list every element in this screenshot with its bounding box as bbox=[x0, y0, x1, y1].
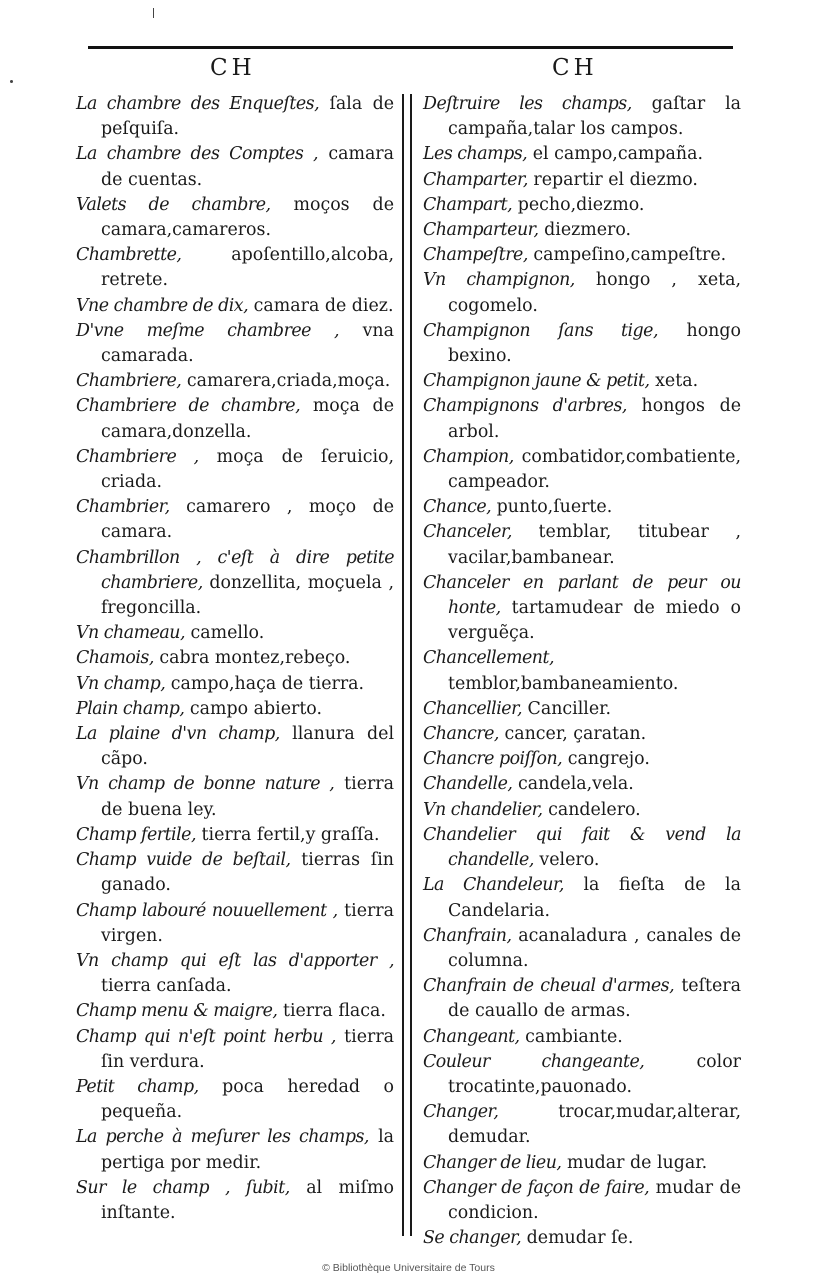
entry-headword: Vn chandelier, bbox=[423, 799, 543, 820]
dictionary-entry bbox=[423, 369, 741, 394]
entry-translation: cabra montez,rebeço. bbox=[159, 648, 351, 669]
dictionary-entry bbox=[76, 722, 394, 772]
entry-headword: Champignon jaune & petit, bbox=[423, 371, 650, 392]
entry-translation: camara de cuentas. bbox=[101, 144, 394, 190]
entry-translation: color trocatinte,pauonado. bbox=[448, 1051, 741, 1097]
entry-translation: diezmero. bbox=[544, 220, 632, 241]
entry-headword: Changeant, bbox=[423, 1026, 520, 1047]
entry-translation: hongos de arbol. bbox=[448, 396, 741, 442]
entry-headword: Petit champ, bbox=[76, 1076, 199, 1097]
entry-headword: Chambrier, bbox=[76, 497, 170, 518]
entry-translation: camara de diez. bbox=[253, 295, 394, 316]
dictionary-entry bbox=[76, 394, 394, 444]
dictionary-entry bbox=[76, 495, 394, 545]
entry-translation: candelero. bbox=[548, 799, 641, 820]
entry-headword: La chambre des Enqueſtes, bbox=[76, 94, 320, 114]
running-head-right: CH bbox=[552, 55, 598, 81]
dictionary-entry bbox=[423, 873, 741, 923]
entry-headword: Champeſtre, bbox=[423, 245, 528, 266]
entry-headword: Champignons d'arbres, bbox=[423, 396, 627, 417]
entry-translation: tierras ſin ganado. bbox=[101, 850, 395, 896]
dictionary-entry bbox=[423, 142, 741, 167]
dictionary-entry bbox=[423, 697, 741, 722]
dictionary-entry bbox=[423, 495, 741, 520]
entry-translation: moços de camara,camareros. bbox=[101, 194, 394, 241]
dictionary-entry bbox=[76, 319, 394, 369]
entry-translation: candela,vela. bbox=[517, 774, 634, 795]
entry-headword: Chancellier, bbox=[423, 698, 523, 719]
entry-translation: pecho,diezmo. bbox=[517, 194, 645, 215]
dictionary-entry bbox=[76, 142, 394, 192]
dictionary-entry bbox=[423, 722, 741, 747]
entry-translation: campeſino,campeſtre. bbox=[533, 245, 727, 266]
entry-headword: Vne chambre de dix, bbox=[76, 295, 249, 316]
dictionary-entry bbox=[423, 92, 741, 142]
dictionary-entry bbox=[423, 772, 741, 797]
dictionary-entry bbox=[423, 445, 741, 495]
ink-dot bbox=[10, 80, 13, 83]
dictionary-entry bbox=[423, 1151, 741, 1176]
dictionary-entry bbox=[76, 848, 394, 898]
dictionary-entry bbox=[76, 546, 394, 622]
entry-translation: tierra fertil,y graſſa. bbox=[201, 824, 380, 845]
dictionary-entry bbox=[76, 1176, 394, 1226]
dictionary-entry bbox=[423, 218, 741, 243]
entry-translation: repartir el diezmo. bbox=[533, 169, 698, 190]
entry-headword: Se changer, bbox=[423, 1228, 522, 1249]
dictionary-entry bbox=[76, 772, 394, 822]
entry-headword: Champ vuide de beſtail, bbox=[76, 850, 291, 871]
dictionary-entry bbox=[423, 747, 741, 772]
entry-headword: Champion, bbox=[423, 446, 514, 467]
entry-translation: tartamudear de miedo o verguẽça. bbox=[448, 598, 742, 644]
entry-headword: Deſtruire les champs, bbox=[423, 94, 632, 114]
entry-headword: Chambrillon , c'eſt à dire petite chambriere, bbox=[76, 547, 394, 593]
entry-translation: cambiante. bbox=[525, 1026, 623, 1047]
entry-headword: Les champs, bbox=[423, 144, 528, 165]
dictionary-entry bbox=[76, 243, 394, 293]
entry-translation: campo abierto. bbox=[189, 698, 322, 719]
entry-translation: moça de ſeruicio, criada. bbox=[101, 446, 395, 493]
entry-translation: Canciller. bbox=[527, 698, 612, 719]
entry-headword: Plain champ, bbox=[76, 698, 185, 719]
entry-headword: Chambriere de chambre, bbox=[76, 396, 301, 417]
entry-translation: al miſmo inſtante. bbox=[101, 1177, 394, 1223]
dictionary-entry bbox=[423, 1176, 741, 1226]
entry-headword: Chanfrain, bbox=[423, 925, 512, 946]
entry-headword: Chancre poiſſon, bbox=[423, 749, 563, 770]
entry-headword: Champarteur, bbox=[423, 220, 539, 241]
entry-headword: Sur le champ , ſubit, bbox=[76, 1177, 290, 1198]
entry-translation: tierra canſada. bbox=[101, 976, 232, 997]
column-divider-inner bbox=[410, 94, 412, 1236]
entry-translation: la pertiga por medir. bbox=[101, 1127, 394, 1173]
entry-translation: cangrejo. bbox=[567, 749, 650, 770]
entry-headword: Changer de lieu, bbox=[423, 1152, 562, 1173]
entry-translation: camarera,criada,moça. bbox=[186, 371, 391, 392]
entry-headword: Vn champ qui eſt las d'apporter , bbox=[76, 950, 394, 971]
dictionary-entry bbox=[76, 369, 394, 394]
entry-headword: Chamois, bbox=[76, 648, 154, 669]
dictionary-entry bbox=[76, 621, 394, 646]
entry-translation: moça de camara,donzella. bbox=[101, 396, 394, 442]
entry-translation: acanaladura , canales de columna. bbox=[448, 925, 741, 971]
entry-translation: temblar, titubear , vacilar,bambanear. bbox=[448, 522, 741, 568]
entry-headword: Champ labouré nouuellement , bbox=[76, 900, 338, 921]
dictionary-entry bbox=[423, 924, 741, 974]
entry-translation: mudar de condicion. bbox=[448, 1177, 741, 1223]
entry-translation: campo,haça de tierra. bbox=[170, 673, 365, 694]
dictionary-entry bbox=[423, 193, 741, 218]
dictionary-entry bbox=[423, 520, 741, 570]
entry-headword: Champarter, bbox=[423, 169, 528, 190]
entry-headword: La chambre des Comptes , bbox=[76, 144, 319, 165]
entry-headword: Chancellement, bbox=[423, 648, 555, 669]
entry-translation: temblor,bambaneamiento. bbox=[448, 673, 679, 694]
entry-translation: hongo , xeta, cogomelo. bbox=[448, 270, 742, 316]
entry-headword: Valets de chambre, bbox=[76, 194, 271, 215]
entry-headword: Chambriere, bbox=[76, 371, 182, 392]
entry-translation: ſala de peſquiſa. bbox=[101, 94, 395, 140]
entry-headword: Chambrette, bbox=[76, 245, 182, 266]
dictionary-entry bbox=[76, 672, 394, 697]
entry-translation: trocar,mudar,alterar, demudar. bbox=[448, 1102, 741, 1148]
entry-translation: xeta. bbox=[655, 371, 699, 392]
dictionary-entry bbox=[423, 646, 741, 696]
entry-headword: Chandelier qui fait & vend la chandelle, bbox=[423, 824, 741, 871]
footer-copyright: © Bibliothèque Universitaire de Tours bbox=[322, 1262, 495, 1274]
entry-translation: camarero , moço de camara. bbox=[101, 497, 395, 543]
entry-headword: Chanceler, bbox=[423, 522, 512, 543]
entry-headword: Chance, bbox=[423, 497, 492, 518]
entry-translation: tierra de buena ley. bbox=[101, 774, 394, 820]
entry-translation: velero. bbox=[539, 850, 600, 871]
entry-translation: cancer, çaratan. bbox=[504, 724, 647, 745]
entry-translation: camello. bbox=[190, 623, 265, 644]
dictionary-entry bbox=[423, 319, 741, 369]
dictionary-entry bbox=[76, 294, 394, 319]
entry-headword: Champart, bbox=[423, 194, 513, 215]
entry-headword: Chandelle, bbox=[423, 774, 513, 795]
dictionary-entry bbox=[76, 1125, 394, 1175]
dictionary-entry bbox=[423, 268, 741, 318]
entry-headword: Chambriere , bbox=[76, 446, 199, 467]
entry-translation: tierra virgen. bbox=[101, 900, 394, 946]
entry-headword: Chanceler en parlant de peur ou honte, bbox=[423, 572, 741, 619]
entry-headword: Vn champ, bbox=[76, 673, 166, 694]
dictionary-entry bbox=[76, 445, 394, 495]
dictionary-entry bbox=[76, 646, 394, 671]
running-head-left: CH bbox=[210, 55, 256, 81]
entry-translation: vna camarada. bbox=[101, 320, 395, 367]
entry-translation: teſtera de cauallo de armas. bbox=[448, 976, 741, 1022]
entry-translation: combatidor,combatiente, campeador. bbox=[448, 446, 741, 493]
entry-translation: apoſentillo,alcoba, retrete. bbox=[101, 245, 394, 291]
dictionary-entry bbox=[76, 999, 394, 1024]
dictionary-entry bbox=[76, 1075, 394, 1125]
dictionary-entry bbox=[423, 168, 741, 193]
ink-mark bbox=[153, 8, 154, 18]
top-rule bbox=[88, 46, 733, 49]
entry-headword: Changer, bbox=[423, 1102, 499, 1123]
dictionary-entry bbox=[76, 823, 394, 848]
entry-headword: Couleur changeante, bbox=[423, 1051, 645, 1072]
dictionary-entry bbox=[423, 1025, 741, 1050]
entry-translation: llanura del cãpo. bbox=[101, 724, 395, 770]
entry-headword: Vn champignon, bbox=[423, 270, 575, 291]
dictionary-entry bbox=[423, 243, 741, 268]
dictionary-entry bbox=[423, 1226, 741, 1251]
entry-translation: tierra ſin verdura. bbox=[101, 1026, 395, 1072]
entry-headword: Vn chameau, bbox=[76, 623, 185, 644]
entry-headword: D'vne meſme chambree , bbox=[76, 320, 340, 341]
entry-headword: Changer de façon de faire, bbox=[423, 1177, 650, 1198]
entry-translation: la fieſta de la Candelaria. bbox=[448, 875, 741, 921]
entry-headword: Chanfrain de cheual d'armes, bbox=[423, 976, 675, 997]
entry-headword: Champignon ſans tige, bbox=[423, 320, 658, 341]
right-column bbox=[423, 92, 741, 1251]
entry-headword: Champ fertile, bbox=[76, 824, 196, 845]
dictionary-entry bbox=[76, 899, 394, 949]
entry-headword: Champ qui n'eſt point herbu , bbox=[76, 1026, 336, 1047]
entry-translation: punto,ſuerte. bbox=[496, 497, 613, 518]
entry-headword: Chancre, bbox=[423, 724, 499, 745]
dictionary-entry bbox=[76, 949, 394, 999]
dictionary-entry bbox=[76, 697, 394, 722]
dictionary-entry bbox=[76, 1025, 394, 1075]
entry-headword: Champ menu & maigre, bbox=[76, 1001, 278, 1022]
entry-translation: hongo bexino. bbox=[448, 320, 741, 367]
entry-translation: gaſtar la campaña,talar los campos. bbox=[448, 94, 742, 140]
dictionary-entry bbox=[423, 394, 741, 444]
entry-translation: poca heredad o pequeña. bbox=[101, 1076, 394, 1123]
dictionary-entry bbox=[423, 823, 741, 873]
entry-translation: el campo,campaña. bbox=[532, 144, 704, 165]
dictionary-entry bbox=[423, 1050, 741, 1100]
dictionary-entry bbox=[76, 193, 394, 243]
column-divider bbox=[402, 94, 404, 1236]
left-column bbox=[76, 92, 394, 1226]
dictionary-entry bbox=[423, 974, 741, 1024]
entry-headword: La plaine d'vn champ, bbox=[76, 724, 280, 745]
entry-translation: mudar de lugar. bbox=[566, 1152, 708, 1173]
dictionary-entry bbox=[423, 571, 741, 647]
dictionary-entry bbox=[423, 1100, 741, 1150]
entry-headword: La perche à meſurer les champs, bbox=[76, 1127, 369, 1148]
entry-headword: Vn champ de bonne nature , bbox=[76, 774, 335, 795]
entry-headword: La Chandeleur, bbox=[423, 875, 564, 896]
entry-translation: tierra flaca. bbox=[282, 1001, 386, 1022]
entry-translation: demudar ſe. bbox=[526, 1228, 634, 1249]
dictionary-entry bbox=[76, 92, 394, 142]
dictionary-entry bbox=[423, 798, 741, 823]
entry-translation: donzellita, moçuela , fregoncilla. bbox=[101, 572, 394, 619]
